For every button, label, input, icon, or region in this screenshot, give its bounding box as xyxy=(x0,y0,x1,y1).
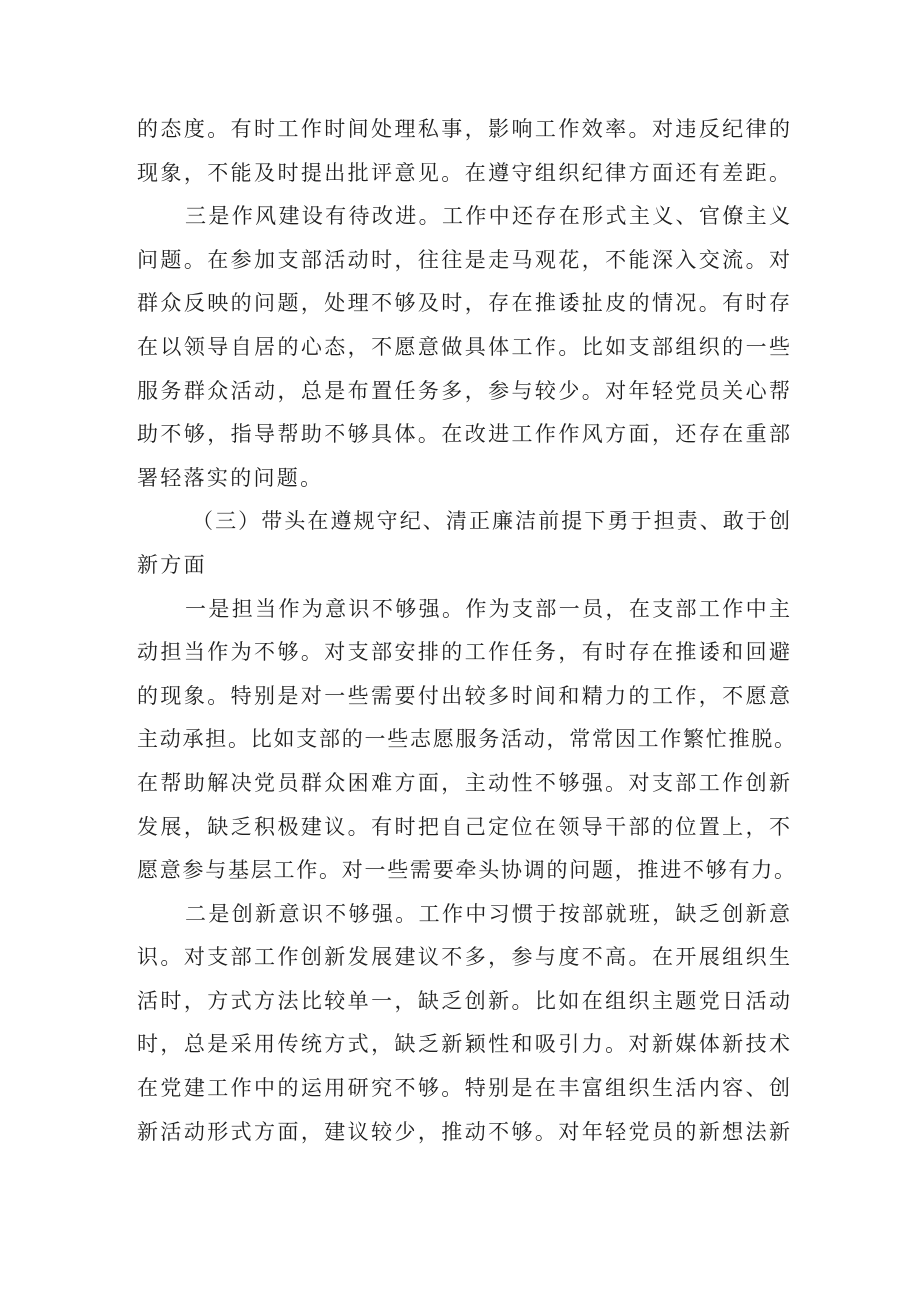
text-line: 动担当作为不够。对支部安排的工作任务，有时存在推诿和回避 xyxy=(137,640,790,665)
heading-line: 新方面 xyxy=(137,552,207,577)
text-line: 时，总是采用传统方式，缺乏新颖性和吸引力。对新媒体新技术 xyxy=(137,1032,790,1057)
text-line: 助不够，指导帮助不够具体。在改进工作作风方面，还存在重部 xyxy=(137,422,790,447)
text-line: 主动承担。比如支部的一些志愿服务活动，常常因工作繁忙推脱。 xyxy=(137,727,795,752)
text-line: 在党建工作中的运用研究不够。特别是在丰富组织生活内容、创 xyxy=(137,1076,790,1101)
paragraph xyxy=(137,893,790,1155)
text-line: 发展，缺乏积极建议。有时把自己定位在领导干部的位置上，不 xyxy=(137,814,790,839)
paragraph xyxy=(137,195,790,500)
text-line: 一是担当作为意识不够强。作为支部一员，在支部工作中主 xyxy=(185,596,790,621)
text-line: 现象，不能及时提出批评意见。在遵守组织纪律方面还有差距。 xyxy=(137,160,790,185)
text-line: 在帮助解决党员群众困难方面，主动性不够强。对支部工作创新 xyxy=(137,770,790,795)
text-line: 新活动形式方面，建议较少，推动不够。对年轻党员的新想法新 xyxy=(137,1119,790,1144)
document-body xyxy=(137,108,795,1154)
heading-line: （三）带头在遵规守纪、清正廉洁前提下勇于担责、敢于创 xyxy=(192,509,790,534)
text-line: 活时，方式方法比较单一，缺乏创新。比如在组织主题党日活动 xyxy=(137,988,790,1013)
text-line: 二是创新意识不够强。工作中习惯于按部就班，缺乏创新意 xyxy=(185,901,790,926)
text-line: 群众反映的问题，处理不够及时，存在推诿扯皮的情况。有时存 xyxy=(137,291,790,316)
text-line: 署轻落实的问题。 xyxy=(137,465,324,490)
text-line: 的态度。有时工作时间处理私事，影响工作效率。对违反纪律的 xyxy=(137,117,790,141)
text-line: 在以领导自居的心态，不愿意做具体工作。比如支部组织的一些 xyxy=(137,334,790,359)
text-line: 问题。在参加支部活动时，往往是走马观花，不能深入交流。对 xyxy=(137,247,790,272)
paragraph xyxy=(137,588,795,893)
text-line: 服务群众活动，总是布置任务多，参与较少。对年轻党员关心帮 xyxy=(137,378,790,403)
text-line: 三是作风建设有待改进。工作中还存在形式主义、官僚主义 xyxy=(185,204,790,229)
text-line: 愿意参与基层工作。对一些需要牵头协调的问题，推进不够有力。 xyxy=(137,858,795,883)
text-line: 的现象。特别是对一些需要付出较多时间和精力的工作，不愿意 xyxy=(137,683,790,708)
paragraph xyxy=(137,108,790,195)
section-heading xyxy=(137,500,790,587)
text-line: 识。对支部工作创新发展建议不多，参与度不高。在开展组织生 xyxy=(137,945,790,970)
